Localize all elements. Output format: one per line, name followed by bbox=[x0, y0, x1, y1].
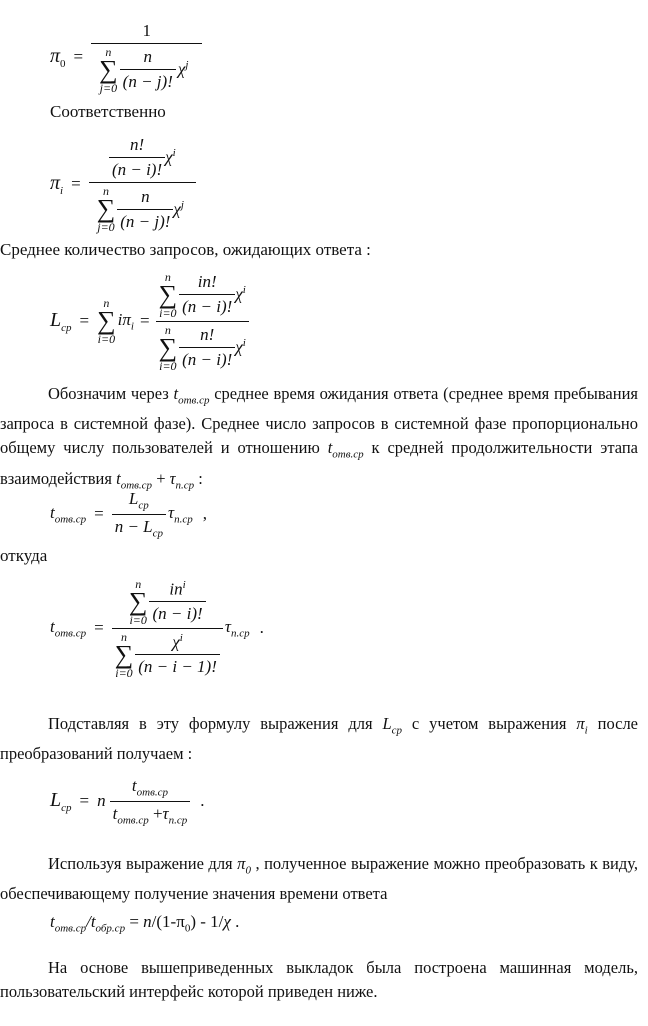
pi0-symbol: $\pi_0$ bbox=[50, 44, 66, 70]
formula-pii: $\pi_i$ = $\frac{n!}{(n - i)!}$ $\chi^i$ n ∑ j=0 $\frac{n}{(n - j)!}$ $\chi^j$ bbox=[50, 128, 196, 240]
numerator: 1 bbox=[142, 20, 152, 40]
formula-lcp-2: $L_{ср}$ = n $\frac{t_{отв.ср}}{t_{отв.ср} +\tau_{п.ср}}$ . bbox=[50, 776, 205, 826]
formula-ratio: $t_{отв.ср}/t_{обр.ср} = n/(1-\pi_0) - 1/\chi$ . bbox=[50, 912, 240, 935]
pi0-fraction bbox=[91, 21, 202, 94]
formula-totv-1: $t_{отв.ср}$ = $\frac{L_{ср}}{n - L_{ср}}$ $\tau_{п.ср}$ , bbox=[50, 489, 207, 539]
paragraph-1: Обозначим через $t_{отв.ср}$ среднее время ожидания ответа (среднее время пребывания запроса в системной фазе). Среднее число запросов в системной фазе пропорционально общему числу пользователей и отношению $t_{отв.ср}$ к средней продолжительности этапа взаимодействия $t_{отв.ср} + \tau_{п.ср}$ : bbox=[0, 384, 639, 491]
paragraph-3: Используя выражение для $\pi_0$ , полученное выражение можно преобразовать к виду, обеспечивающему получение значения времени ответа bbox=[0, 854, 638, 904]
pii-fraction: $\frac{n!}{(n - i)!}$ $\chi^i$ n ∑ j=0 $\frac{n}{(n - j)!}$ $\chi^j$ bbox=[89, 135, 196, 233]
chi-power: $\chi^j$ bbox=[177, 59, 189, 79]
paragraph-4: На основе вышеприведенных выкладок была построена машинная модель, пользовательский интерфейс которой приведен ниже. bbox=[0, 958, 638, 1001]
formula-pi0 bbox=[50, 12, 202, 102]
text-avg-queue: Среднее количество запросов, ожидающих ответа : bbox=[0, 240, 371, 259]
formula-lcp: $L_{ср}$ = n ∑ i=0 $i\pi_i$ = n ∑ i=0 $\frac{in!}{(n - i)!}$ $\chi^i$ n ∑ i=0 $\frac{n!}{(n - i)!}$ $\chi^i$ bbox=[50, 262, 249, 380]
sum-symbol: n ∑ j=0 bbox=[99, 44, 118, 95]
paragraph-2: Подставляя в эту формулу выражения для $L_{ср}$ с учетом выражения $\pi_i$ после преобразований получаем : bbox=[0, 714, 639, 764]
inner-fraction: $\frac{n}{(n - j)!}$ bbox=[120, 47, 176, 92]
equals-sign: = bbox=[73, 47, 84, 66]
formula-totv-2: $t_{отв.ср}$ = n ∑ i=0 $\frac{in^i}{(n - i)!}$ n ∑ i=0 $\frac{\chi^i}{(n - i - 1)!}$ $\tau_{п.ср}$ . bbox=[50, 576, 264, 680]
text-otkuda: откуда bbox=[0, 546, 48, 565]
text-sootvetstvenno: Соответственно bbox=[50, 102, 166, 121]
